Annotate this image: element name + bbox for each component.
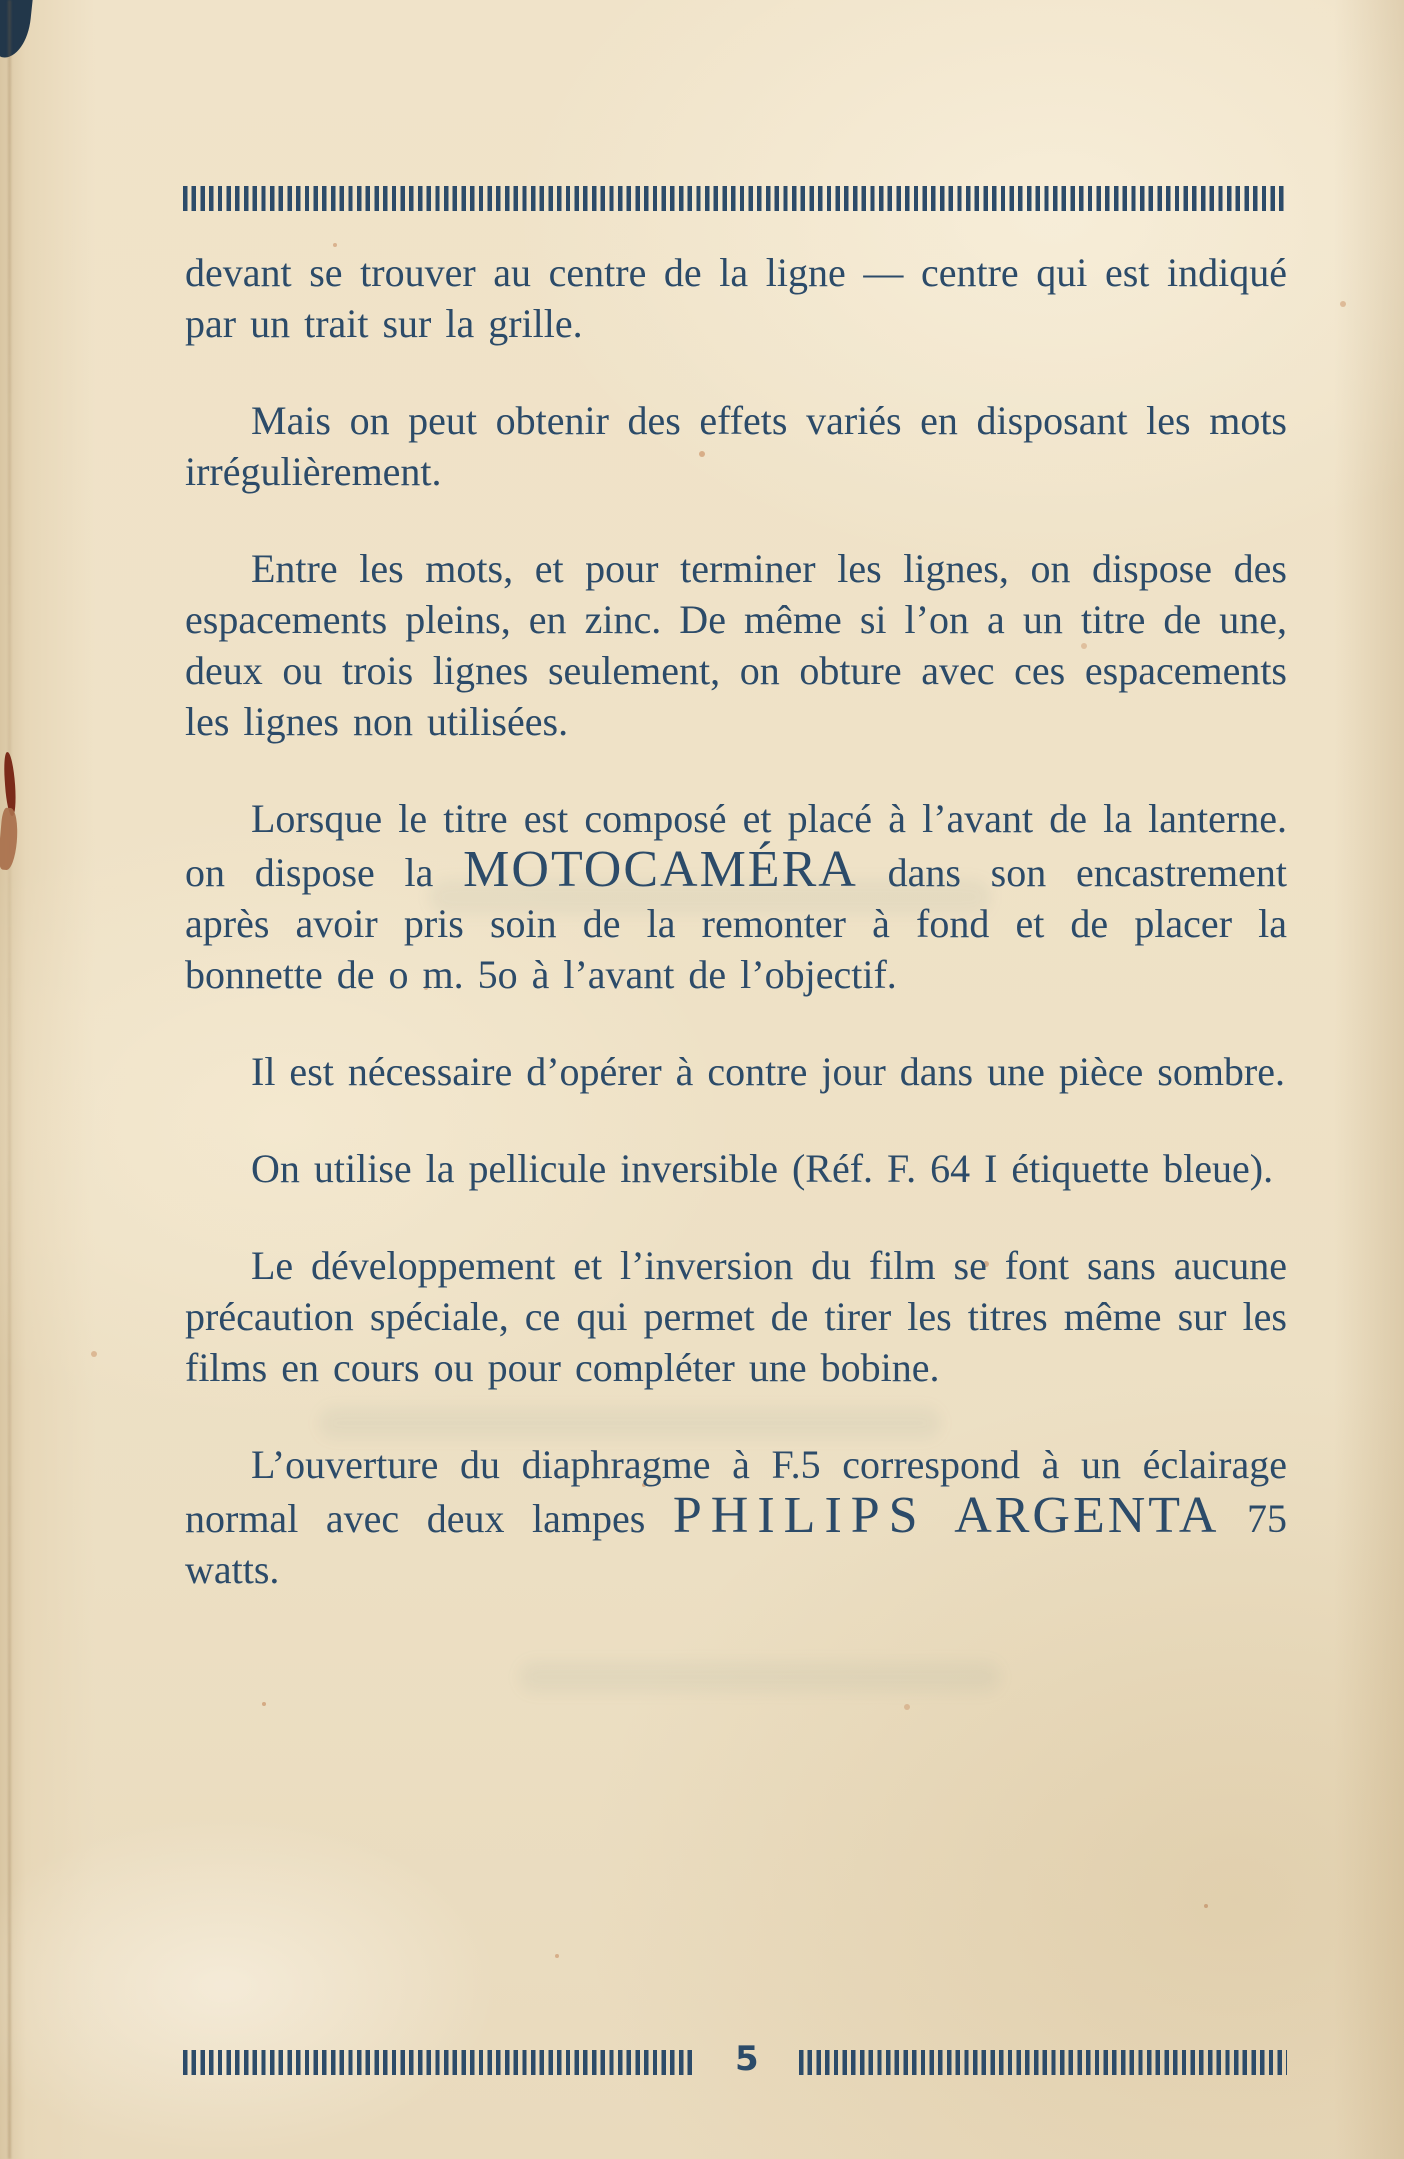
philips-brand-text: PHILIPS <box>672 1487 927 1544</box>
footer-rule-left <box>183 2050 695 2075</box>
motocamera-brand-text: MOTOCAMÉRA <box>463 841 858 898</box>
tear-mark-dark <box>3 752 17 817</box>
tear-mark-light <box>0 807 20 870</box>
paragraph-7: Le développement et l’inversion du film se font sans aucune précaution spéciale, ce qui permet de tirer les titres même sur les films en cours ou pour compléter une bobine. <box>185 1243 1287 1390</box>
paragraph-1: devant se trouver au centre de la ligne — centre qui est indiqué par un trait sur la grille. <box>185 250 1287 346</box>
foxing-specks <box>0 0 4 4</box>
paragraph-8 <box>185 1439 1287 1595</box>
page-footer <box>183 2039 1287 2079</box>
paragraph-6: On utilise la pellicule inversible (Réf. F. 64 I étiquette bleue). <box>251 1146 1274 1191</box>
footer-rule-right <box>799 2050 1287 2075</box>
edge-tear-mark <box>0 752 24 872</box>
brand-separator <box>927 1496 955 1541</box>
paragraph-8-text-before: L’ouverture du diaphragme à F.5 correspond à un éclairage normal avec deux lampes <box>185 1442 1287 1541</box>
paragraph-5: Il est nécessaire d’opérer à contre jour dans une pièce sombre. <box>251 1049 1286 1094</box>
paragraph-3: Entre les mots, et pour terminer les lignes, on dispose des espacements pleins, en zinc. De même si l’on a un titre de une, deux ou trois lignes seulement, on obture avec ces espacements les lignes non utilisées. <box>185 546 1287 744</box>
paragraph-2: Mais on peut obtenir des effets variés en disposant les mots irrégulièrement. <box>185 398 1287 494</box>
show-through-smudge <box>520 1662 1000 1692</box>
paragraph-4 <box>185 793 1287 1000</box>
paragraph-4-text-before: Lorsque le titre est composé et placé à l’avant de la lanterne. on dispose la <box>185 796 1287 895</box>
paragraph-4-text-after: dans son encastrement après avoir pris soin de la remonter à fond et de placer la bonnette de o m. 5o à l’avant de l’objectif. <box>185 850 1287 997</box>
argenta-brand-text: ARGENTA <box>954 1487 1220 1544</box>
paragraph-8-text-after: 75 watts. <box>185 1496 1288 1592</box>
corner-stain <box>0 0 33 60</box>
body-text <box>185 247 1287 1641</box>
page-crease <box>8 0 11 2159</box>
page-number: 5 <box>735 2039 759 2079</box>
top-ornamental-rule <box>183 186 1287 211</box>
